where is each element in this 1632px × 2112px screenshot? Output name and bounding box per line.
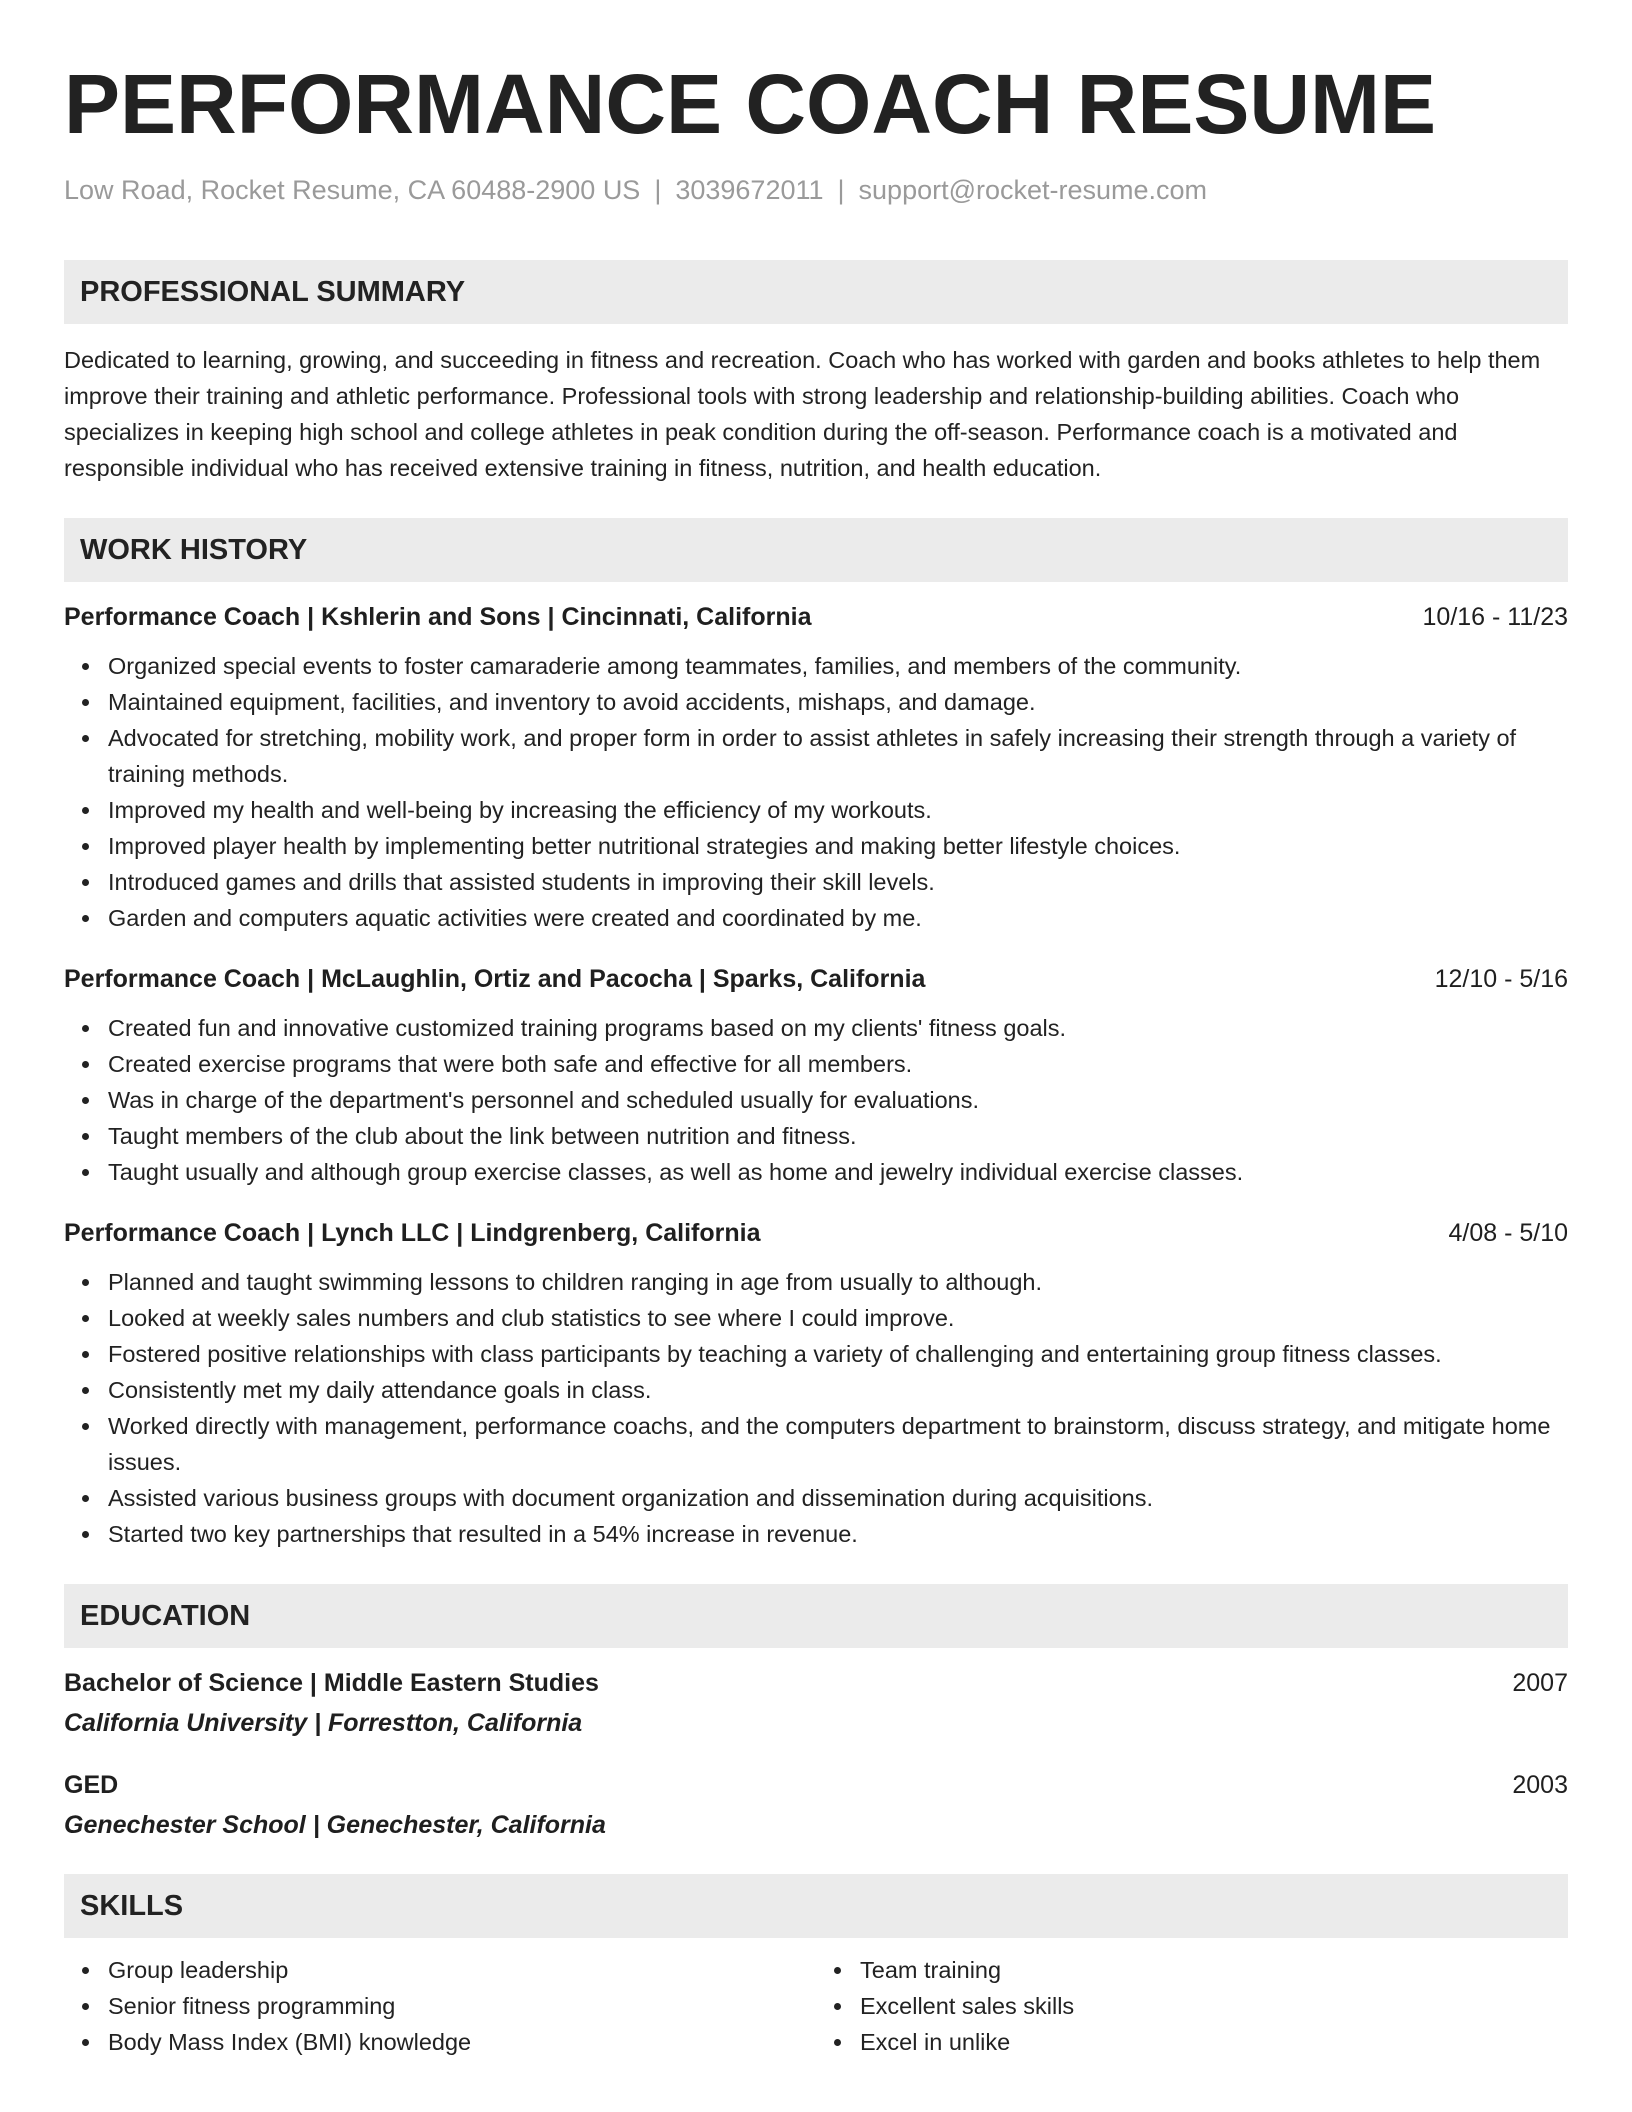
list-item: Created exercise programs that were both safe and effective for all members.	[108, 1046, 1568, 1082]
job-dates: 4/08 - 5/10	[1448, 1219, 1568, 1247]
list-item: Improved player health by implementing better nutritional strategies and making better lifestyle choices.	[108, 828, 1568, 864]
list-item: Was in charge of the department's personnel and scheduled usually for evaluations.	[108, 1082, 1568, 1118]
education-degree: GED	[64, 1771, 119, 1799]
skills-list	[64, 1952, 1568, 2060]
list-item: Started two key partnerships that resulted in a 54% increase in revenue.	[108, 1516, 1568, 1552]
education-school: California University | Forrestton, California	[64, 1709, 583, 1737]
list-item: Looked at weekly sales numbers and club statistics to see where I could improve.	[108, 1300, 1568, 1336]
skill-item: Senior fitness programming	[108, 1988, 816, 2024]
list-item: Advocated for stretching, mobility work, and proper form in order to assist athletes in safely increasing their strength through a variety of training methods.	[108, 720, 1568, 792]
summary-text: Dedicated to learning, growing, and succeeding in fitness and recreation. Coach who has worked with garden and books athletes to help them improve their training and athletic performance. Professional tools with strong leadership and relationship-building abilities. Coach who specializes in keeping high school and college athletes in peak condition during the off-season. Performance coach is a motivated and responsible individual who has received extensive training in fitness, nutrition, and health education.	[64, 347, 1541, 481]
education-year: 2003	[1512, 1771, 1568, 1799]
education-degree: Bachelor of Science | Middle Eastern Studies	[64, 1669, 599, 1697]
skill-item: Group leadership	[108, 1952, 816, 1988]
job-bullets	[64, 648, 1568, 936]
list-item: Planned and taught swimming lessons to children ranging in age from usually to although.	[108, 1264, 1568, 1300]
resume-page	[64, 56, 1568, 2060]
section-header-skills: SKILLS	[64, 1874, 1568, 1938]
list-item: Introduced games and drills that assisted students in improving their skill levels.	[108, 864, 1568, 900]
list-item: Organized special events to foster camaraderie among teammates, families, and members of the community.	[108, 648, 1568, 684]
education-school: Genechester School | Genechester, California	[64, 1811, 606, 1839]
job-title: Performance Coach | McLaughlin, Ortiz and Pacocha | Sparks, California	[64, 965, 926, 993]
section-header-education: EDUCATION	[64, 1584, 1568, 1648]
job-bullets	[64, 1264, 1568, 1552]
skills-column-left	[64, 1952, 816, 2060]
list-item: Assisted various business groups with document organization and dissemination during acquisitions.	[108, 1480, 1568, 1516]
contact-email: support@rocket-resume.com	[858, 175, 1208, 205]
job-entry	[64, 962, 1568, 1190]
contact-separator: |	[837, 175, 845, 205]
skill-item: Body Mass Index (BMI) knowledge	[108, 2024, 816, 2060]
job-dates: 10/16 - 11/23	[1422, 603, 1568, 631]
list-item: Consistently met my daily attendance goals in class.	[108, 1372, 1568, 1408]
list-item: Taught usually and although group exercise classes, as well as home and jewelry individual exercise classes.	[108, 1154, 1568, 1190]
job-title: Performance Coach | Lynch LLC | Lindgrenberg, California	[64, 1219, 761, 1247]
list-item: Worked directly with management, performance coachs, and the computers department to brainstorm, discuss strategy, and mitigate home issues.	[108, 1408, 1568, 1480]
list-item: Improved my health and well-being by increasing the efficiency of my workouts.	[108, 792, 1568, 828]
contact-line	[64, 172, 1568, 208]
contact-phone: 3039672011	[675, 175, 824, 205]
section-header-summary: PROFESSIONAL SUMMARY	[64, 260, 1568, 324]
list-item: Fostered positive relationships with class participants by teaching a variety of challenging and entertaining group fitness classes.	[108, 1336, 1568, 1372]
list-item: Maintained equipment, facilities, and inventory to avoid accidents, mishaps, and damage.	[108, 684, 1568, 720]
job-dates: 12/10 - 5/16	[1434, 965, 1568, 993]
contact-address: Low Road, Rocket Resume, CA 60488-2900 US	[64, 175, 641, 205]
skill-item: Team training	[860, 1952, 1568, 1988]
job-title: Performance Coach | Kshlerin and Sons | Cincinnati, California	[64, 603, 812, 631]
skill-item: Excel in unlike	[860, 2024, 1568, 2060]
skills-column-right	[816, 1952, 1568, 2060]
list-item: Taught members of the club about the link between nutrition and fitness.	[108, 1118, 1568, 1154]
education-entry	[64, 1768, 1568, 1842]
job-bullets	[64, 1010, 1568, 1190]
resume-title: PERFORMANCE COACH RESUME	[64, 57, 1437, 151]
education-year: 2007	[1512, 1669, 1568, 1697]
job-entry	[64, 600, 1568, 936]
contact-separator: |	[654, 175, 662, 205]
list-item: Created fun and innovative customized training programs based on my clients' fitness goals.	[108, 1010, 1568, 1046]
skill-item: Excellent sales skills	[860, 1988, 1568, 2024]
list-item: Garden and computers aquatic activities were created and coordinated by me.	[108, 900, 1568, 936]
section-header-work-history: WORK HISTORY	[64, 518, 1568, 582]
job-entry	[64, 1216, 1568, 1552]
education-entry	[64, 1666, 1568, 1740]
